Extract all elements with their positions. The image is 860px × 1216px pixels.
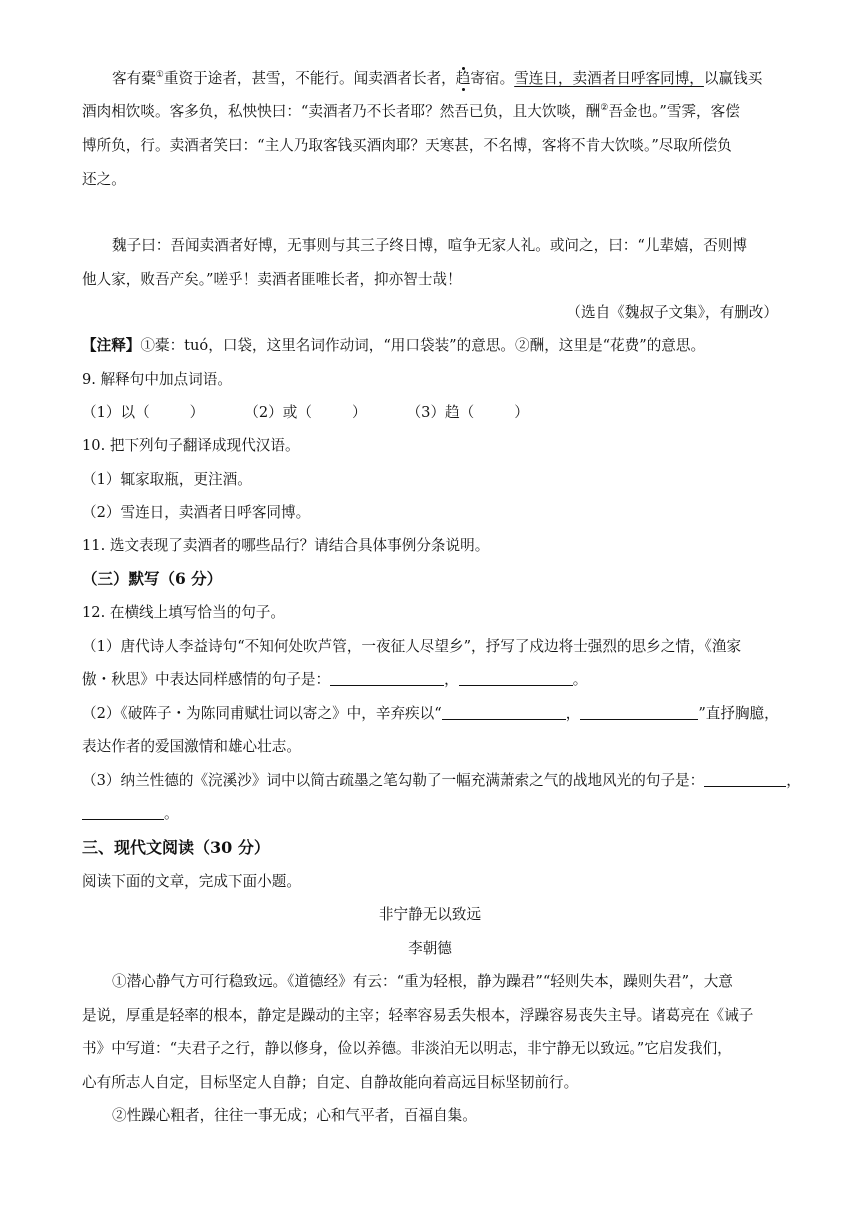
article-line: 是说，厚重是轻率的根本，静定是躁动的主宰；轻率容易丢失根本，浮躁容易丧失主导。诸葛亮在《诫子 bbox=[82, 1007, 754, 1024]
question-12-s1: （1）唐代诗人李益诗句“不知何处吹芦管，一夜征人尽望乡”，抒写了戍边将士强烈的思乡之情，《渔家 bbox=[82, 638, 742, 655]
question-12-stem: 12. 在横线上填写恰当的句子。 bbox=[82, 604, 285, 621]
answer-blank bbox=[442, 705, 566, 720]
underlined-sentence: 雪连日，卖酒者日呼客同博， bbox=[514, 70, 704, 87]
article-line: ②性躁心粗者，往往一事无成；心和气平者，百福自集。 bbox=[112, 1107, 477, 1124]
question-12-s2: （2）《破阵子・为陈同甫赋壮词以寄之》中，辛弃疾以“ ， ”直抒胸臆， bbox=[82, 705, 779, 722]
question-11-stem: 11. 选文表现了卖酒者的哪些品行？请结合具体事例分条说明。 bbox=[82, 537, 490, 554]
article-title: 非宁静无以致远 bbox=[378, 906, 482, 923]
passage-line: 客有橐①重资于途者，甚雪，不能行。闻卖酒者长者，趋寄宿。雪连日，卖酒者日呼客同博，以赢钱买 bbox=[112, 70, 763, 87]
question-10-s1: （1）辄家取瓶，更注酒。 bbox=[82, 471, 252, 488]
article-author: 李朝德 bbox=[408, 940, 452, 957]
section-title: （三）默写（6 分） bbox=[82, 569, 223, 588]
question-10-stem: 10. 把下列句子翻译成现代汉语。 bbox=[82, 437, 300, 454]
article-line: ①潜心静气方可行稳致远。《道德经》有云：“重为轻根，静为躁君”“轻则失本，躁则失君”，大意 bbox=[112, 973, 733, 990]
question-9-stem: 9. 解释句中加点词语。 bbox=[82, 371, 232, 388]
answer-blank bbox=[459, 671, 573, 686]
answer-blank bbox=[82, 805, 164, 820]
article-line: 书》中写道：“夫君子之行，静以修身，俭以养德。非淡泊无以明志，非宁静无以致远。”它启发我们， bbox=[82, 1040, 732, 1057]
article-line: 心有所志人自定，目标坚定人自静；自定、自静故能向着高远目标坚韧前行。 bbox=[82, 1074, 579, 1091]
passage-source: （选自《魏叔子文集》，有删改） bbox=[566, 304, 778, 321]
passage-line: 酒肉相饮啖。客多负，私怏怏曰：“卖酒者乃不长者耶？然吾已负，且大饮啖，酬②吾金也。”雪霁，客偿 bbox=[82, 103, 740, 120]
question-10-s2: （2）雪连日，卖酒者日呼客同博。 bbox=[82, 504, 311, 521]
answer-blank bbox=[330, 671, 444, 686]
question-9-items: （1）以（ ） （2）或（ ） （3）趋（ ） bbox=[82, 404, 529, 421]
part-title: 三、现代文阅读（30 分） bbox=[82, 838, 270, 857]
passage-line: 博所负，行。卖酒者笑曰：“主人乃取客钱买酒肉耶？天寒甚，不名博，客将不肯大饮啖。”尽取所偿负 bbox=[82, 137, 732, 154]
dotted-word-qu: 趋 bbox=[455, 70, 471, 87]
answer-blank bbox=[580, 705, 698, 720]
question-12-s3: 。 bbox=[82, 804, 179, 824]
question-12-s3: （3）纳兰性德的《浣溪沙》词中以简古疏墨之笔勾勒了一幅充满萧索之气的战地风光的句子是： ， bbox=[82, 772, 801, 789]
passage-line: 魏子曰：吾闻卖酒者好博，无事则与其三子终日博，喧争无家人礼。或问之，曰：“儿辈嬉，否则博 bbox=[112, 237, 747, 254]
annotation: 【注释】①橐：tuó，口袋，这里名词作动词，“用口袋装”的意思。②酬，这里是“花费”的意思。 bbox=[82, 337, 706, 354]
passage-line: 还之。 bbox=[82, 171, 126, 188]
passage-line: 他人家，败吾产矣。”嗟乎！卖酒者匪唯长者，抑亦智士哉！ bbox=[82, 271, 462, 288]
question-12-s2: 表达作者的爱国激情和雄心壮志。 bbox=[82, 738, 301, 755]
question-12-s1: 傲・秋思》中表达同样感情的句子是： ， 。 bbox=[82, 671, 588, 688]
part-intro: 阅读下面的文章，完成下面小题。 bbox=[82, 873, 301, 890]
answer-blank bbox=[704, 772, 786, 787]
